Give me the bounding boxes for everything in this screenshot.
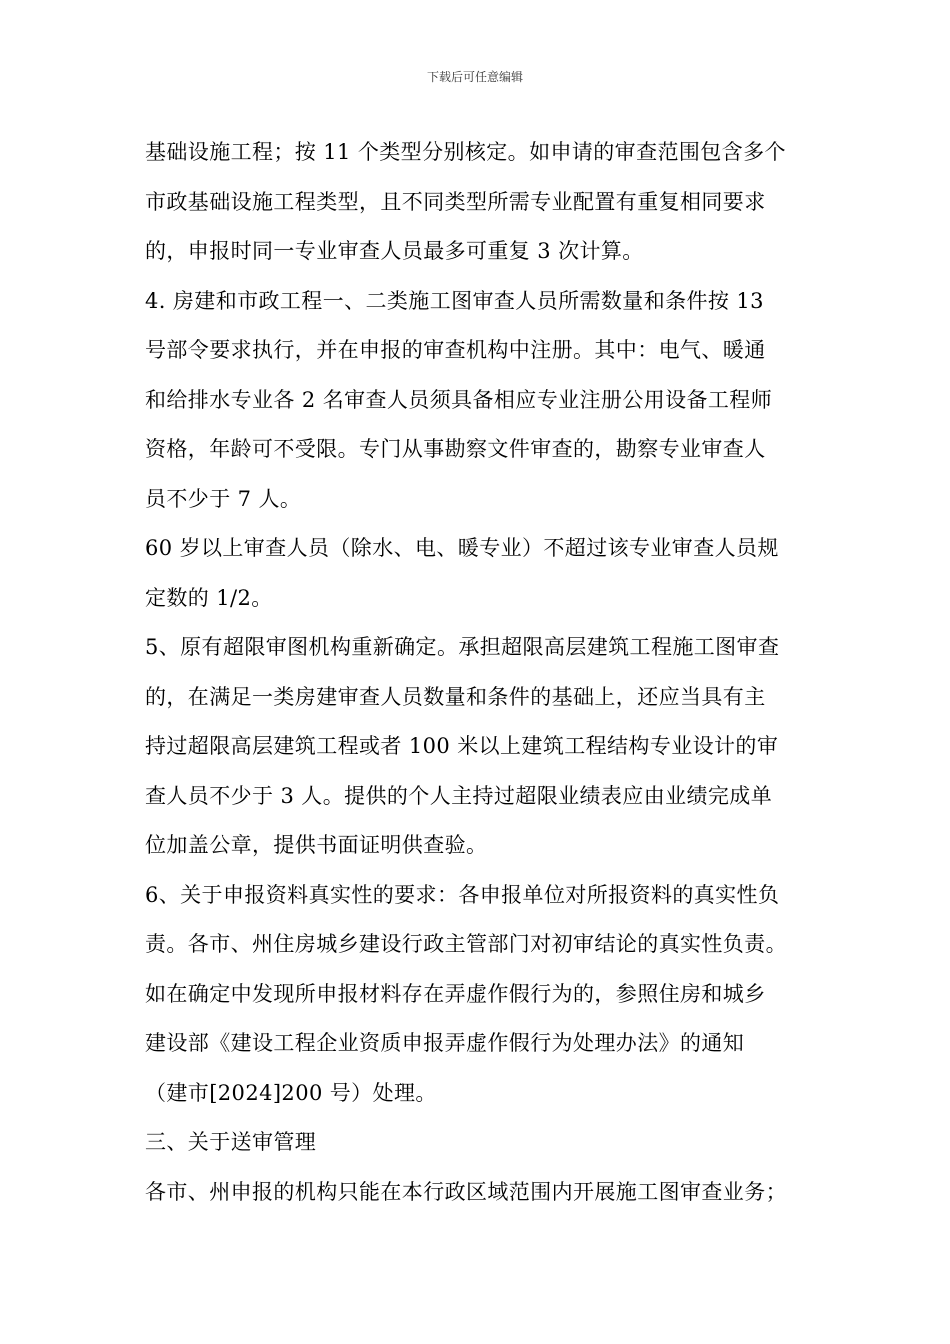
text-line: 的，申报时同一专业审查人员最多可重复 3 次计算。 xyxy=(145,239,644,263)
text-line: 资格，年龄可不受限。专门从事勘察文件审查的，勘察专业审查人 xyxy=(145,437,766,461)
document-body xyxy=(145,128,835,1217)
text-line: 的，在满足一类房建审查人员数量和条件的基础上，还应当具有主 xyxy=(145,684,766,709)
section-heading: 三、关于送审管理 xyxy=(145,1130,317,1154)
text-line: 定数的 1/2。 xyxy=(145,585,273,610)
text-line: 5、原有超限审图机构重新确定。承担超限高层建筑工程施工图审查 xyxy=(145,635,780,659)
text-line: 查人员不少于 3 人。提供的个人主持过超限业绩表应由业绩完成单 xyxy=(145,783,773,808)
text-line: 号部令要求执行，并在申报的审查机构中注册。其中：电气、暖通 xyxy=(145,338,766,362)
text-line: 4. 房建和市政工程一、二类施工图审查人员所需数量和条件按 13 xyxy=(145,288,764,313)
text-line: 持过超限高层建筑工程或者 100 米以上建筑工程结构专业设计的审 xyxy=(145,734,779,758)
text-line: 建设部《建设工程企业资质申报弄虚作假行为处理办法》的通知 xyxy=(145,1031,745,1055)
text-line: 和给排水专业各 2 名审查人员须具备相应专业注册公用设备工程师 xyxy=(145,387,773,412)
text-line: 各市、州申报的机构只能在本行政区域范围内开展施工图审查业务； xyxy=(145,1179,787,1204)
text-line: 6、关于申报资料真实性的要求：各申报单位对所报资料的真实性负 xyxy=(145,882,780,907)
text-line: 基础设施工程；按 11 个类型分别核定。如申请的审查范围包含多个 xyxy=(145,140,786,164)
page-header: 下载后可任意编辑 xyxy=(426,70,523,84)
text-line: 如在确定中发现所申报材料存在弄虚作假行为的，参照住房和城乡 xyxy=(145,981,766,1006)
text-line: 员不少于 7 人。 xyxy=(145,486,302,511)
text-line: （建市[2024]200 号）处理。 xyxy=(145,1080,437,1105)
text-line: 60 岁以上审查人员（除水、电、暖专业）不超过该专业审查人员规 xyxy=(145,536,779,560)
text-line: 市政基础设施工程类型，且不同类型所需专业配置有重复相同要求 xyxy=(145,189,766,214)
text-line: 位加盖公章，提供书面证明供查验。 xyxy=(145,833,488,857)
text-line: 责。各市、州住房城乡建设行政主管部门对初审结论的真实性负责。 xyxy=(145,932,787,956)
